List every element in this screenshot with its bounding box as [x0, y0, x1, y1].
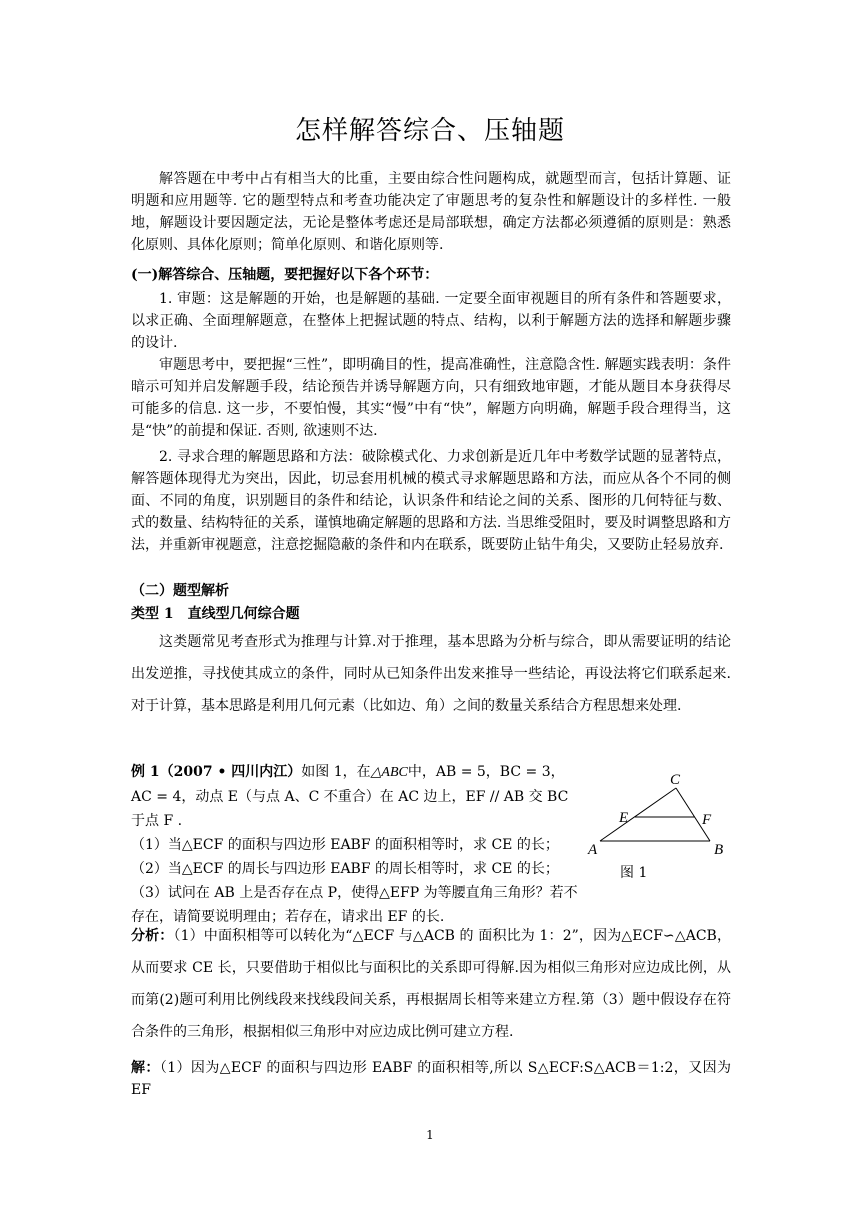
triangle-figure [586, 768, 736, 888]
page-title: 怎样解答综合、压轴题 [294, 116, 565, 146]
analysis-text: （1）中面积相等可以转化为“△ECF 与△ACB 的 面积比为 1：2”，因为△ECF∽△ACB，从而要求 CE 长，只要借助于相似比与面积比的关系即可得解.因为相似三角形对应边成比例，从而第(2)题可利用比例线段来找线段间关系，再根据周长相等来建立方程.第（3）题中假设存在符合条件的三角形，根据相似三角形中对应边成比例可建立方程. [131, 928, 731, 1040]
question-2: （2）当△ECF 的周长与四边形 EABF 的周长相等时，求 CE 的长； [131, 861, 559, 877]
type1-paragraph: 这类题常见考查形式为推理与计算.对于推理，基本思路为分析与综合，即从需要证明的结论出发逆推，寻找使其成立的条件，同时从已知条件出发来推导一些结论，再设法将它们联系起来.对于计算，基本思路是利用几何元素（比如边、角）之间的数量关系结合方程思想来处理. [131, 634, 731, 714]
example-source: （2007 • 四川内江） [159, 764, 302, 780]
intro-paragraph: 解答题在中考中占有相当大的比重，主要由综合性问题构成，就题型而言，包括计算题、证明题和应用题等. 它的题型特点和考查功能决定了审题思考的复杂性和解题设计的多样性. 一般地，解题设计要因题定法，无论是整体考虑还是局部联想，确定方法都必须遵循的原则是：熟悉化原则、具体化原则；简单化原则、和谐化原则等. [131, 171, 731, 253]
solution-paragraph [131, 1057, 731, 1101]
s1-paragraph-1: 1. 审题：这是解题的开始，也是解题的基础. 一定要全面审视题目的所有条件和答题要求，以求正确、全面理解题意，在整体上把握试题的特点、结构，以利于解题方法的选择和解题步骤的设计. [131, 291, 731, 351]
vertex-c-label: C [670, 772, 681, 788]
example-stem-1: 如图 1，在 [301, 764, 371, 780]
section1-heading: (一)解答综合、压轴题，要把握好以下各个环节： [131, 267, 439, 283]
solution-text: （1）因为△ECF 的面积与四边形 EABF 的面积相等,所以 S△ECF:S△ACB＝1:2，又因为 EF [131, 1060, 732, 1098]
section2-heading: （二）题型解析 [131, 583, 229, 599]
question-1: （1）当△ECF 的面积与四边形 EABF 的面积相等时，求 CE 的长； [131, 837, 559, 853]
example-stem-2: 中，AB = 5，BC = 3，AC = 4，动点 E（与点 A、C 不重合）在 AC 边上，EF // AB 交 BC 于点 F . [131, 764, 569, 829]
figure-caption: 图 1 [620, 865, 648, 881]
side-ac [600, 788, 676, 841]
solution-label: 解： [131, 1060, 160, 1076]
analysis-label: 分析： [131, 928, 174, 944]
page-number: 1 [426, 1128, 434, 1142]
analysis-paragraph [131, 920, 731, 1048]
point-f-label: F [702, 812, 712, 828]
triangle-abc: △ABC [370, 765, 408, 780]
point-e-label: E [619, 810, 629, 826]
example-1 [131, 760, 579, 929]
vertex-a-label: A [588, 842, 598, 858]
s1-paragraph-2: 审题思考中，要把握“三性”，即明确目的性，提高准确性，注意隐含性. 解题实践表明：条件暗示可知并启发解题手段，结论预告并诱导解题方向，只有细致地审题，才能从题目本身获得尽可能多的信息. 这一步，不要怕慢，其实“慢”中有“快”，解题方向明确，解题手段合理得当，这是“快”的前提和保证. 否则, 欲速则不达. [131, 357, 731, 439]
question-3: （3）试问在 AB 上是否存在点 P，使得△EFP 为等腰直角三角形？若不存在，请简要说明理由；若存在，请求出 EF 的长. [131, 885, 578, 925]
example-label: 例 1 [131, 764, 160, 780]
s1-paragraph-3: 2. 寻求合理的解题思路和方法：破除模式化、力求创新是近几年中考数学试题的显著特点，解答题体现得尤为突出，因此，切忌套用机械的模式寻求解题思路和方法，而应从各个不同的侧面、不同的角度，识别题目的条件和结论，认识条件和结论之间的关系、图形的几何特征与数、式的数量、结构特征的关系，谨慎地确定解题的思路和方法. 当思维受阻时，要及时调整思路和方法，并重新审视题意，注意挖掘隐蔽的条件和内在联系，既要防止钻牛角尖，又要防止轻易放弃. [131, 449, 731, 553]
vertex-b-label: B [714, 842, 724, 858]
type1-heading: 类型 1 直线型几何综合题 [131, 606, 300, 622]
